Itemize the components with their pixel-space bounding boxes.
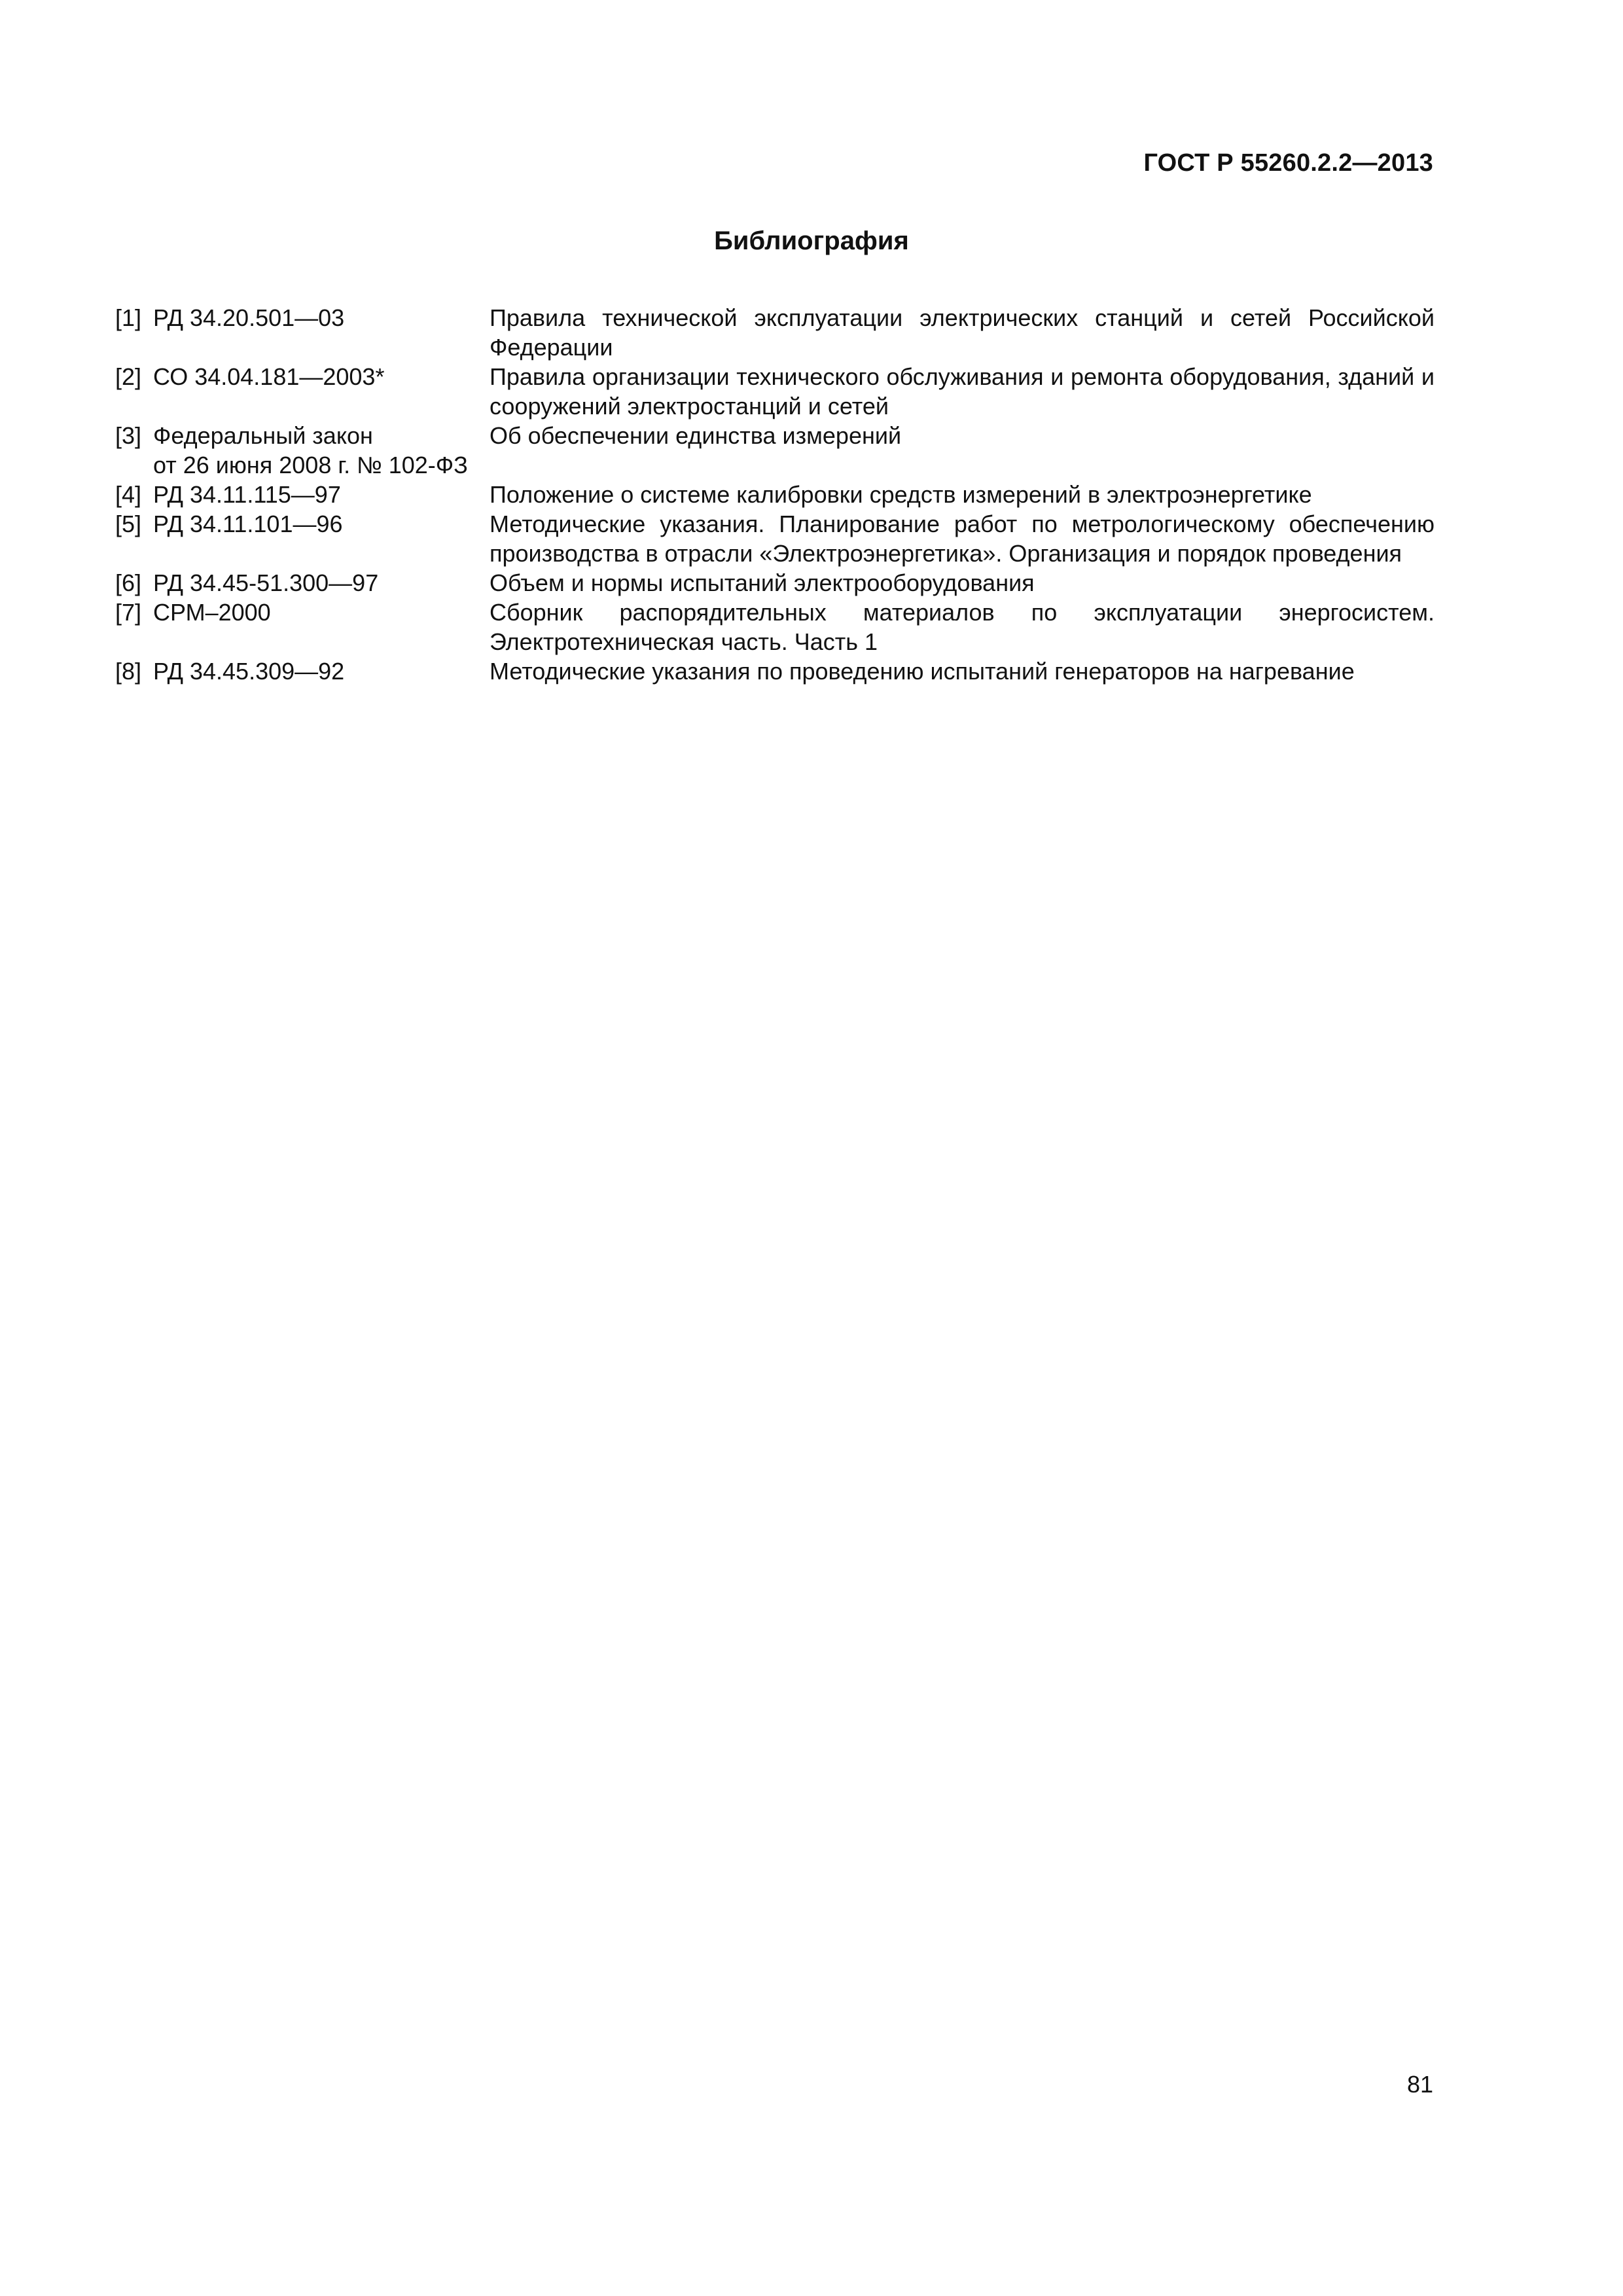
bibliography-entry <box>115 656 1435 686</box>
bibliography-entry <box>115 568 1435 598</box>
entry-code: РД 34.11.115—97 <box>153 481 341 508</box>
entry-description: Правила организации технического обслуживания и ремонта оборудования, зданий и сооружений электростанций и сетей <box>490 363 1435 420</box>
bibliography-title: Библиография <box>714 226 909 255</box>
entry-number: [8] <box>115 658 142 685</box>
entry-description: Объем и нормы испытаний электрооборудования <box>490 569 1035 596</box>
entry-code: СРМ–2000 <box>153 599 271 626</box>
page-number: 81 <box>1406 2071 1433 2098</box>
entry-code: Федеральный закон от 26 июня 2008 г. № 102-ФЗ <box>153 422 468 478</box>
entry-code: СО 34.04.181—2003* <box>153 363 385 390</box>
bibliography-entry <box>115 303 1435 362</box>
entry-code: РД 34.11.101—96 <box>153 511 343 537</box>
entry-description: Правила технической эксплуатации электрических станций и сетей Российской Федерации <box>490 304 1435 361</box>
entry-number: [6] <box>115 569 142 596</box>
bibliography-list <box>115 303 1435 686</box>
entry-number: [3] <box>115 422 142 449</box>
entry-number: [5] <box>115 511 142 537</box>
bibliography-entry <box>115 598 1435 656</box>
bibliography-entry <box>115 480 1435 509</box>
entry-description: Об обеспечении единства измерений <box>490 422 902 449</box>
entry-description: Методические указания. Планирование работ по метрологическому обеспечению производства в отрасли «Электроэнергетика». Организация и порядок проведения <box>490 511 1435 567</box>
entry-description: Сборник распорядительных материалов по эксплуатации энергосистем. Электротехническая часть. Часть 1 <box>490 599 1435 655</box>
document-code: ГОСТ Р 55260.2.2—2013 <box>1143 149 1433 177</box>
entry-number: [7] <box>115 599 142 626</box>
entry-code: РД 34.20.501—03 <box>153 304 345 331</box>
entry-description: Методические указания по проведению испытаний генераторов на нагревание <box>490 658 1355 685</box>
entry-code: РД 34.45.309—92 <box>153 658 345 685</box>
bibliography-entry <box>115 509 1435 568</box>
entry-code: РД 34.45-51.300—97 <box>153 569 379 596</box>
bibliography-entry <box>115 421 1435 480</box>
bibliography-entry <box>115 362 1435 421</box>
entry-number: [1] <box>115 304 142 331</box>
entry-description: Положение о системе калибровки средств измерений в электроэнергетике <box>490 481 1312 508</box>
entry-number: [4] <box>115 481 142 508</box>
entry-number: [2] <box>115 363 142 390</box>
